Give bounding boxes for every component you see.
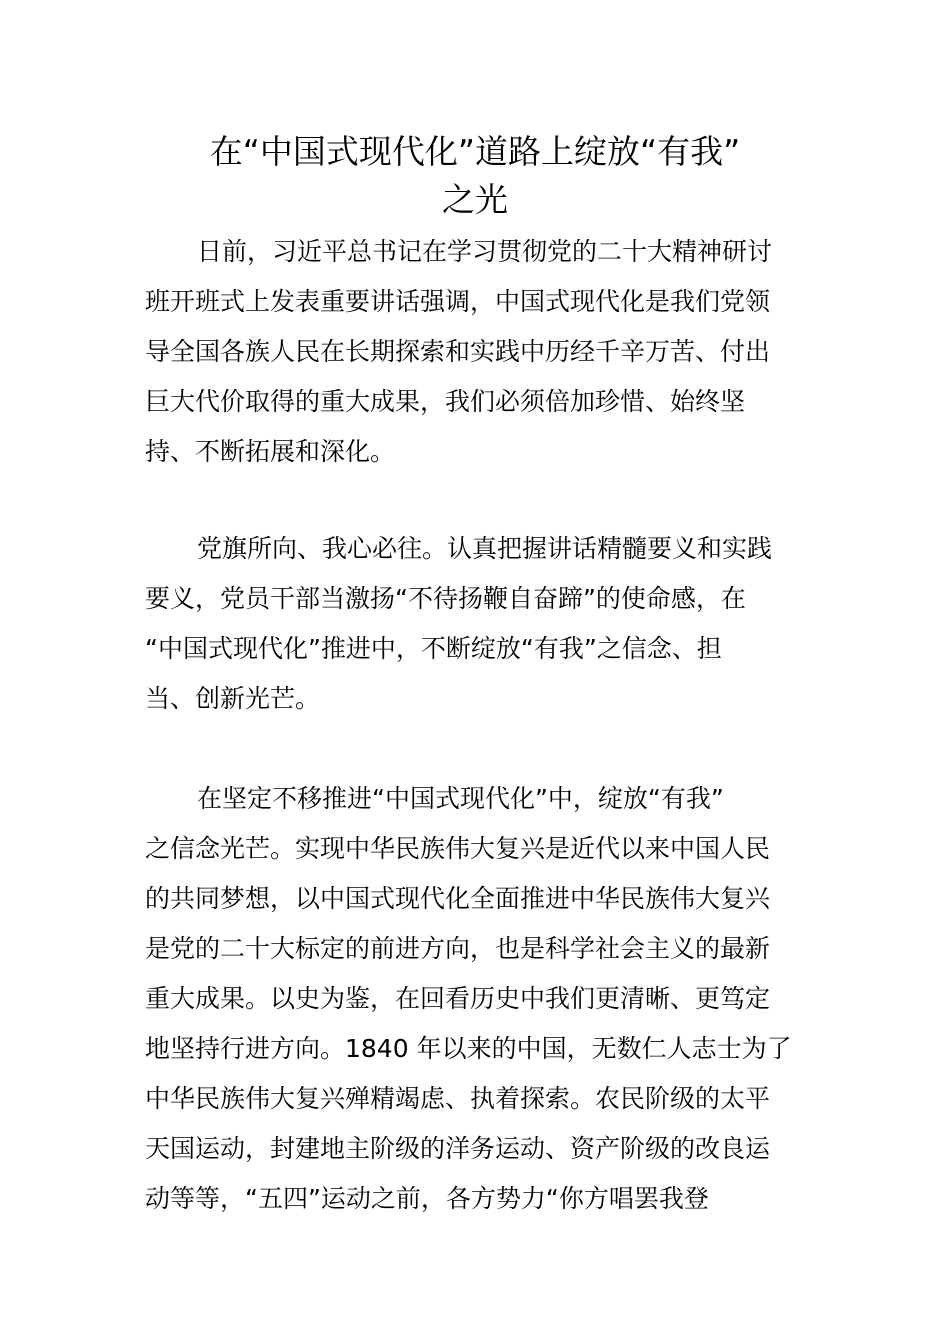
text-line: 持、不断拓展和深化。 [145,437,396,466]
text-line: 地坚持行进方向。1840 年以来的中国，无数仁人志士为了 [145,1034,792,1063]
paragraph-3 [145,774,810,1224]
text-line: 导全国各族人民在长期探索和实践中历经千辛万苦、付出 [145,337,771,366]
document-title [130,128,820,224]
text-line: 的共同梦想，以中国式现代化全面推进中华民族伟大复兴 [145,884,771,913]
paragraph-2 [145,524,810,724]
title-line: 之光 [442,180,508,219]
text-line: 日前，习近平总书记在学习贯彻党的二十大精神研讨 [197,237,773,266]
text-line: 班开班式上发表重要讲话强调，中国式现代化是我们党领 [145,287,771,316]
text-line: 在坚定不移推进“中国式现代化”中，绽放“有我” [197,784,724,813]
paragraph-1 [145,227,810,477]
text-line: 动等等，“五四”运动之前，各方势力“你方唱罢我登 [145,1184,709,1213]
text-line: 巨大代价取得的重大成果，我们必须倍加珍惜、始终坚 [145,387,746,416]
text-line: 天国运动，封建地主阶级的洋务运动、资产阶级的改良运 [145,1134,771,1163]
text-line: 当、创新光芒。 [145,684,321,713]
text-line: “中国式现代化”推进中，不断绽放“有我”之信念、担 [145,634,722,663]
text-line: 党旗所向、我心必往。认真把握讲话精髓要义和实践 [197,534,773,563]
text-line: 中华民族伟大复兴殚精竭虑、执着探索。农民阶级的太平 [145,1084,771,1113]
text-line: 要义，党员干部当激扬“不待扬鞭自奋蹄”的使命感，在 [145,584,746,613]
title-line: 在“中国式现代化”道路上绽放“有我” [209,132,741,171]
text-line: 之信念光芒。实现中华民族伟大复兴是近代以来中国人民 [145,834,771,863]
text-line: 是党的二十大标定的前进方向，也是科学社会主义的最新 [145,934,771,963]
text-line: 重大成果。以史为鉴，在回看历史中我们更清晰、更笃定 [145,984,771,1013]
